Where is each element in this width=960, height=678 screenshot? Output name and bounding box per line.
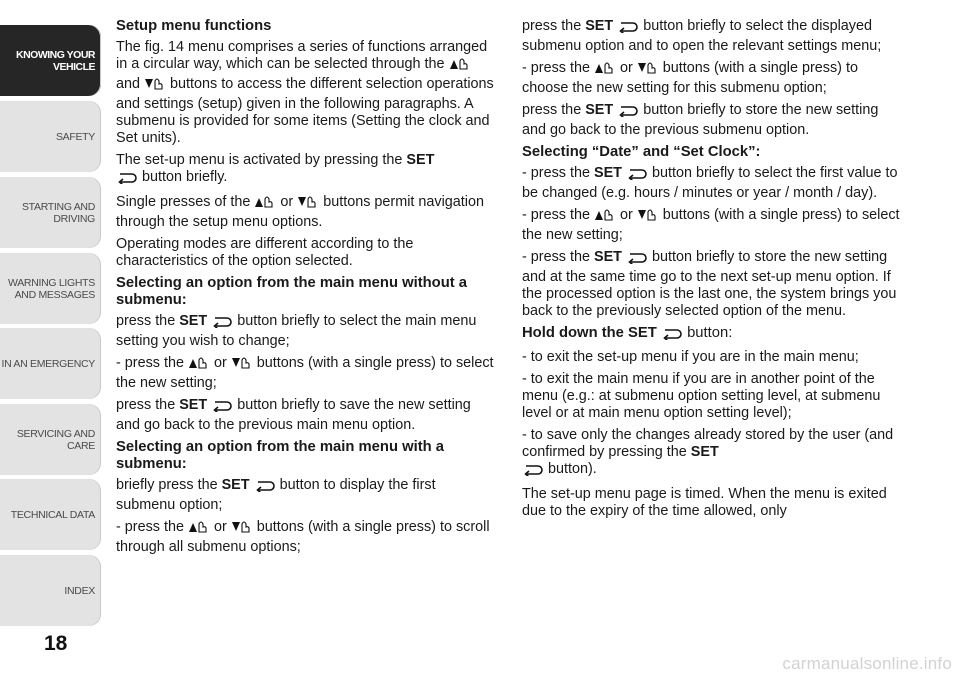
paragraph xyxy=(116,355,496,392)
tab-index[interactable]: INDEX xyxy=(0,555,101,626)
paragraph: - to exit the set-up menu if you are in the main menu; xyxy=(522,349,859,365)
down-button-icon xyxy=(637,60,659,80)
up-button-icon xyxy=(188,355,210,375)
tab-in-an-emergency[interactable]: IN AN EMERGENCY xyxy=(0,328,101,399)
text: - press the xyxy=(116,519,184,535)
text: press the xyxy=(522,102,582,118)
paragraph xyxy=(116,313,496,350)
text: buttons (with a single press) to select the new setting; xyxy=(116,355,494,391)
set-label: SET xyxy=(406,152,435,168)
text: press the xyxy=(116,313,176,329)
text: - press the xyxy=(522,249,590,265)
text: or xyxy=(619,60,633,76)
text: press the xyxy=(522,18,582,34)
up-button-icon xyxy=(449,56,471,76)
text: button briefly to store the new setting and go back to the previous submenu option. xyxy=(522,102,879,138)
paragraph xyxy=(522,207,906,244)
paragraph xyxy=(116,477,496,514)
paragraph xyxy=(116,39,496,147)
paragraph xyxy=(522,249,906,320)
down-button-icon xyxy=(297,194,319,214)
set-label: SET xyxy=(585,18,614,34)
text: button briefly to store the new setting and at the same time go to the next set-up menu option. If the processed option is the last one, the system brings you back to the previously selected option of the menu. xyxy=(522,249,897,319)
tab-starting-and-driving[interactable]: STARTING AND DRIVING xyxy=(0,177,101,248)
set-label: SET xyxy=(593,165,622,181)
set-label: SET xyxy=(221,477,250,493)
set-button-icon xyxy=(522,464,544,481)
text: button briefly. xyxy=(142,169,228,185)
tab-knowing-your-vehicle[interactable]: KNOWING YOUR VEHICLE xyxy=(0,25,101,96)
text: buttons (with a single press) to scroll through all submenu options; xyxy=(116,519,490,555)
paragraph: The set-up menu page is timed. When the menu is exited due to the expiry of the time allowed, only xyxy=(522,486,887,519)
text: buttons (with a single press) to select the new setting; xyxy=(522,207,900,243)
page-number: 18 xyxy=(44,632,68,655)
set-label: SET xyxy=(179,397,208,413)
text: - press the xyxy=(116,355,184,371)
up-button-icon xyxy=(254,194,276,214)
text: button). xyxy=(548,461,597,477)
text: Hold down the SET xyxy=(522,325,657,341)
text: - press the xyxy=(522,165,590,181)
tab-servicing-and-care[interactable]: SERVICING AND CARE xyxy=(0,404,101,475)
set-label: SET xyxy=(593,249,622,265)
paragraph xyxy=(522,18,906,55)
down-button-icon xyxy=(231,355,253,375)
set-label: SET xyxy=(179,313,208,329)
down-button-icon xyxy=(231,519,253,539)
text: button briefly to select the displayed submenu option and to open the relevant settings menu; xyxy=(522,18,882,54)
set-button-icon xyxy=(617,21,639,38)
text: or xyxy=(213,355,227,371)
section-heading: Selecting an option from the main menu without a submenu: xyxy=(116,275,468,308)
text: button briefly to select the main menu setting you wish to change; xyxy=(116,313,477,349)
set-button-icon xyxy=(661,328,683,345)
paragraph xyxy=(116,152,496,189)
text: buttons to access the different selection operations and settings (setup) given in the following paragraphs. A submenu is provided for some items (Setting the clock and Set units). xyxy=(116,76,494,146)
text: press the xyxy=(116,397,176,413)
paragraph: Operating modes are different according to the characteristics of the option selected. xyxy=(116,236,414,269)
paragraph xyxy=(522,165,906,202)
text: button to display the first submenu option; xyxy=(116,477,436,513)
down-button-icon xyxy=(637,207,659,227)
set-button-icon xyxy=(626,168,648,185)
up-button-icon xyxy=(188,519,210,539)
text: or xyxy=(619,207,633,223)
up-button-icon xyxy=(594,60,616,80)
set-button-icon xyxy=(254,480,276,497)
text: - press the xyxy=(522,60,590,76)
section-heading: Selecting “Date” and “Set Clock”: xyxy=(522,144,761,160)
section-heading: Setup menu functions xyxy=(116,18,272,34)
tab-warning-lights[interactable]: WARNING LIGHTS AND MESSAGES xyxy=(0,253,101,324)
section-heading: Selecting an option from the main menu with a submenu: xyxy=(116,439,445,472)
set-button-icon xyxy=(626,252,648,269)
right-column xyxy=(522,18,906,525)
text: The fig. 14 menu comprises a series of functions arranged in a circular way, which can be selected through the xyxy=(116,39,488,72)
text: and xyxy=(116,76,141,92)
text: or xyxy=(213,519,227,535)
paragraph xyxy=(116,519,496,556)
set-label: SET xyxy=(690,444,719,460)
text: buttons (with a single press) to choose the new setting for this submenu option; xyxy=(522,60,858,96)
set-button-icon xyxy=(116,172,138,189)
set-label: SET xyxy=(585,102,614,118)
paragraph xyxy=(116,194,496,231)
text: or xyxy=(280,194,294,210)
set-button-icon xyxy=(211,400,233,417)
tab-safety[interactable]: SAFETY xyxy=(0,101,101,172)
watermark: carmanualsonline.info xyxy=(782,654,952,673)
paragraph: - to exit the main menu if you are in another point of the menu (e.g.: at submenu option setting level, at submenu level or at main menu option setting level); xyxy=(522,371,881,421)
text: - to save only the changes already stored by the user (and confirmed by pressing the xyxy=(522,427,894,460)
text: briefly press the xyxy=(116,477,218,493)
text: - press the xyxy=(522,207,590,223)
paragraph xyxy=(522,427,906,481)
text: button: xyxy=(687,325,733,341)
tab-technical-data[interactable]: TECHNICAL DATA xyxy=(0,479,101,550)
text: button briefly to save the new setting and go back to the previous main menu option. xyxy=(116,397,471,433)
section-heading xyxy=(522,325,906,345)
down-button-icon xyxy=(144,76,166,96)
paragraph xyxy=(522,60,906,97)
left-column xyxy=(116,18,496,561)
text: buttons permit navigation through the setup menu options. xyxy=(116,194,484,230)
paragraph xyxy=(116,397,496,434)
up-button-icon xyxy=(594,207,616,227)
text: button briefly to select the first value to be changed (e.g. hours / minutes or year / month / day). xyxy=(522,165,898,201)
text: Single presses of the xyxy=(116,194,251,210)
set-button-icon xyxy=(617,105,639,122)
set-button-icon xyxy=(211,316,233,333)
paragraph xyxy=(522,102,906,139)
text: The set-up menu is activated by pressing the xyxy=(116,152,403,168)
